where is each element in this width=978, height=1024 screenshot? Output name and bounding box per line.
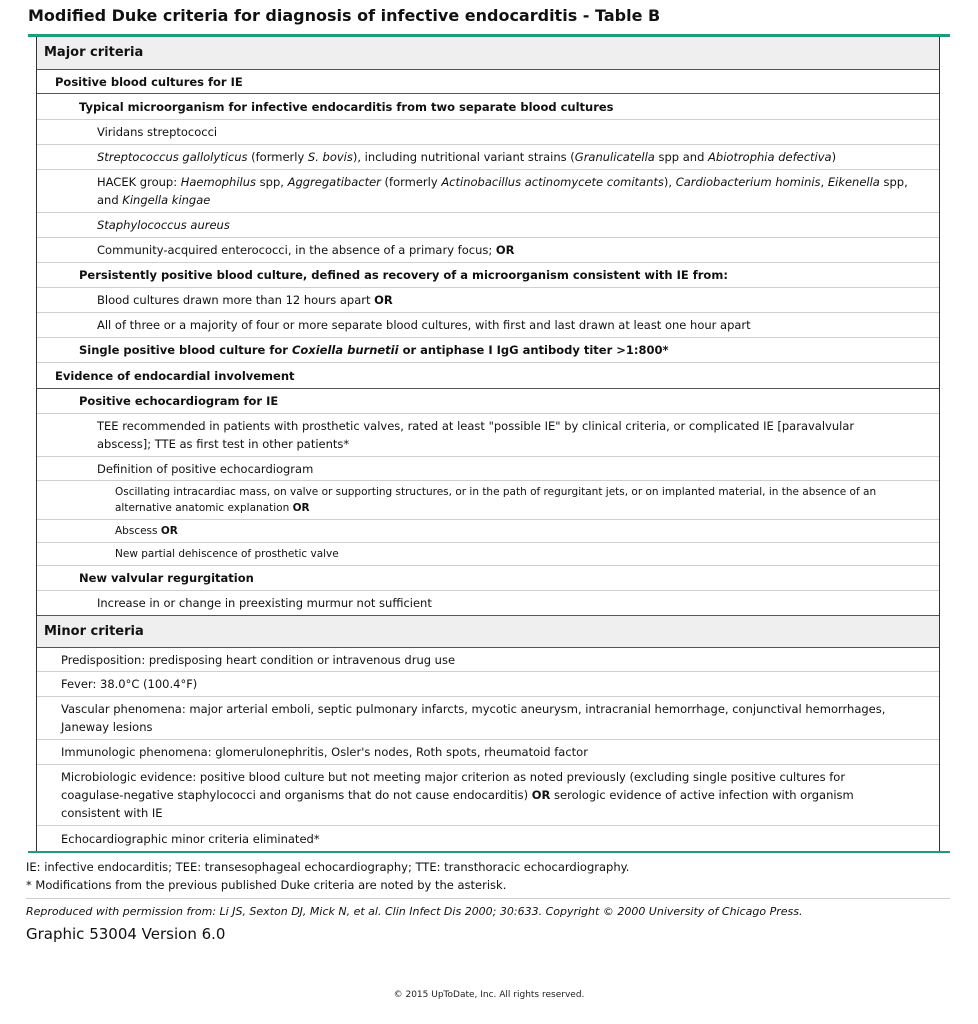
new-valvular-row: New valvular regurgitation [37,566,939,591]
reproduced-citation: Reproduced with permission from: Li JS, Sexton DJ, Mick N, et al. Clin Infect Dis 2000; 30:633. Copyright © 2000 University of Chicago Press. [26,905,803,918]
viridans-row: Viridans streptococci [37,120,939,145]
positive-blood-cultures-row: Positive blood cultures for IE [37,70,939,94]
dehiscence-row: New partial dehiscence of prosthetic valve [37,543,939,566]
major-criteria-header: Major criteria [37,37,939,70]
bottom-accent-bar [28,851,950,853]
increase-murmur-row: Increase in or change in preexisting murmur not sufficient [37,591,939,616]
microbiologic-row: Microbiologic evidence: positive blood culture but not meeting major criterion as noted previously (excluding single positive cultures for coagulase-negative staphylococci and organisms that do not cause endocarditis) OR serologic evidence of active infection with organism consistent with IE [37,765,939,826]
definition-echo-row: Definition of positive echocardiogram [37,457,939,481]
copyright-notice: © 2015 UpToDate, Inc. All rights reserved. [393,990,585,1000]
abscess-row: Abscess OR [37,520,939,543]
minor-criteria-header: Minor criteria [37,616,939,648]
strep-gallolyticus-row: Streptococcus gallolyticus (formerly S. bovis), including nutritional variant strains (Granulicatella spp and Abiotrophia defectiva) [37,145,939,170]
graphic-version: Graphic 53004 Version 6.0 [26,925,226,943]
evidence-endocardial-row: Evidence of endocardial involvement [37,363,939,389]
fever-row: Fever: 38.0°C (100.4°F) [37,672,939,697]
typical-microorganism-row: Typical microorganism for infective endocarditis from two separate blood cultures [37,94,939,120]
drawn-12-hours-row: Blood cultures drawn more than 12 hours apart OR [37,288,939,313]
abbreviations-note: IE: infective endocarditis; TEE: transesophageal echocardiography; TTE: transthoracic echocardiography. [26,860,630,874]
persistently-positive-row: Persistently positive blood culture, defined as recovery of a microorganism consistent with IE from: [37,263,939,288]
vascular-row: Vascular phenomena: major arterial emboli, septic pulmonary infarcts, mycotic aneurysm, intracranial hemorrhage, conjunctival hemorrhages, Janeway lesions [37,697,939,740]
immunologic-row: Immunologic phenomena: glomerulonephritis, Osler's nodes, Roth spots, rheumatoid factor [37,740,939,765]
footnote-divider [26,898,950,899]
staph-aureus-row: Staphylococcus aureus [37,213,939,238]
asterisk-note: * Modifications from the previous published Duke criteria are noted by the asterisk. [26,878,507,892]
all-three-cultures-row: All of three or a majority of four or more separate blood cultures, with first and last drawn at least one hour apart [37,313,939,338]
community-enterococci-row: Community-acquired enterococci, in the absence of a primary focus; OR [37,238,939,263]
page-title: Modified Duke criteria for diagnosis of infective endocarditis - Table B [28,6,661,25]
echo-minor-row: Echocardiographic minor criteria eliminated* [61,831,320,846]
tee-recommended-row: TEE recommended in patients with prosthetic valves, rated at least "possible IE" by clinical criteria, or complicated IE [paravalvular abscess]; TTE as first test in other patients* [37,414,939,457]
single-positive-culture-row: Single positive blood culture for Coxiella burnetii or antiphase I IgG antibody titer >1:800* [37,338,939,363]
oscillating-mass-row: Oscillating intracardiac mass, on valve or supporting structures, or in the path of regurgitant jets, or on implanted material, in the absence of an alternative anatomic explanation OR [37,481,939,520]
criteria-table [36,37,940,851]
footnotes [26,858,629,894]
predisposition-row: Predisposition: predisposing heart condition or intravenous drug use [37,648,939,672]
positive-echo-row: Positive echocardiogram for IE [37,389,939,414]
hacek-row: HACEK group: Haemophilus spp, Aggregatibacter (formerly Actinobacillus actinomycete comitants), Cardiobacterium hominis, Eikenella spp, and Kingella kingae [37,170,939,213]
